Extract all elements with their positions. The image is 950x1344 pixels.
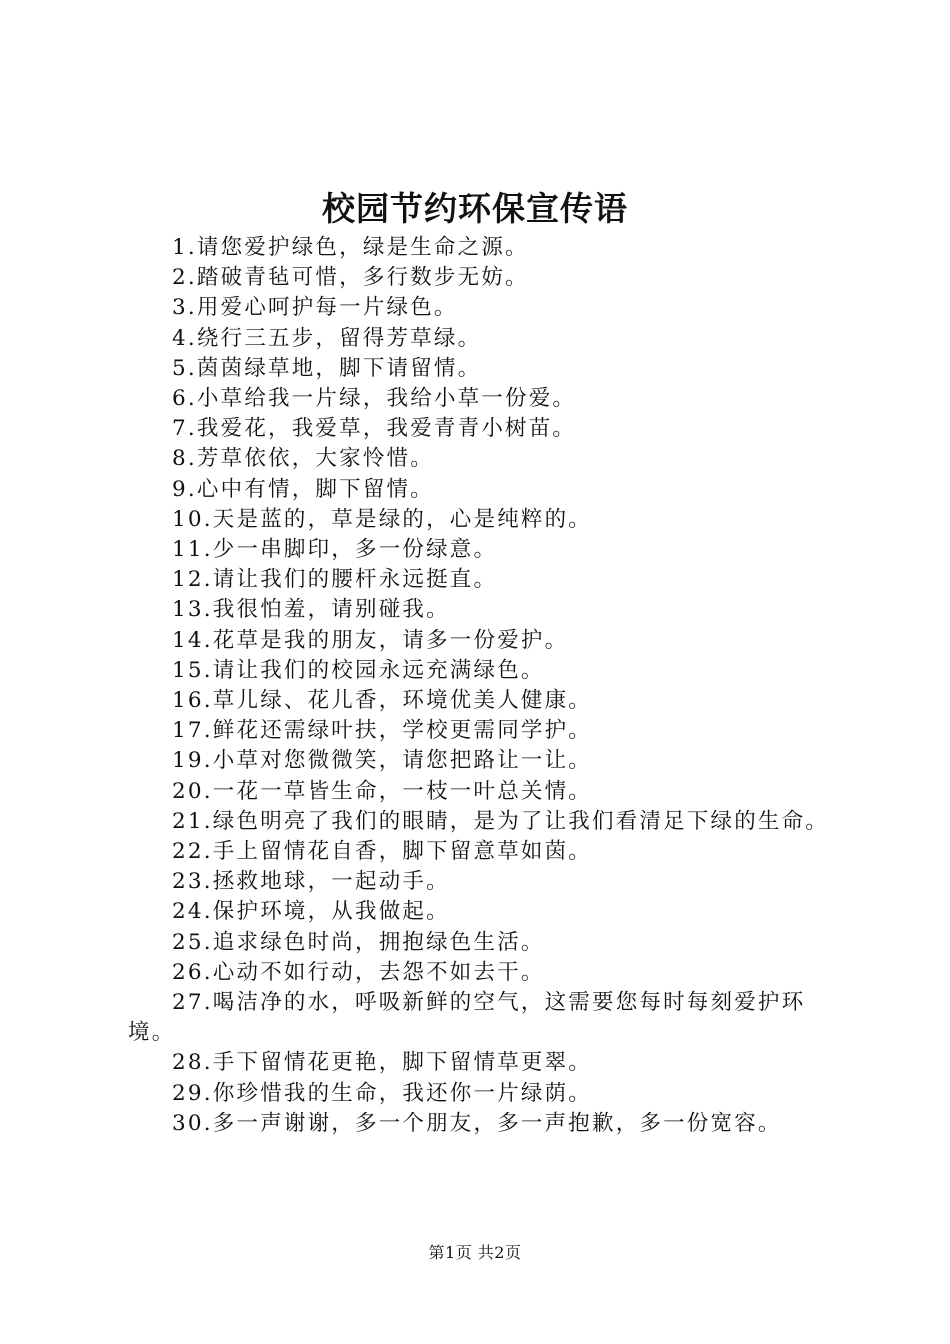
slogan-item: 26.心动不如行动，去怨不如去干。 bbox=[172, 959, 545, 985]
slogan-item: 28.手下留情花更艳，脚下留情草更翠。 bbox=[172, 1050, 592, 1076]
slogan-item: 19.小草对您微微笑，请您把路让一让。 bbox=[172, 748, 592, 774]
slogan-item: 16.草儿绿、花儿香，环境优美人健康。 bbox=[172, 688, 592, 714]
slogan-item: 14.花草是我的朋友，请多一份爱护。 bbox=[172, 627, 569, 653]
slogan-item: 10.天是蓝的，草是绿的，心是纯粹的。 bbox=[172, 506, 592, 532]
slogan-item: 22.手上留情花自香，脚下留意草如茵。 bbox=[172, 839, 592, 865]
page-number-footer: 第1页 共2页 bbox=[428, 1243, 522, 1262]
slogan-item: 9.心中有情，脚下留情。 bbox=[172, 476, 434, 502]
slogan-item: 17.鲜花还需绿叶扶，学校更需同学护。 bbox=[172, 718, 592, 744]
document-title: 校园节约环保宣传语 bbox=[322, 189, 628, 228]
slogan-item: 20.一花一草皆生命，一枝一叶总关情。 bbox=[172, 778, 592, 804]
slogan-item: 12.请让我们的腰杆永远挺直。 bbox=[172, 567, 498, 593]
slogan-item: 30.多一声谢谢，多一个朋友，多一声抱歉，多一份宽容。 bbox=[172, 1110, 782, 1136]
document-body bbox=[128, 233, 838, 1139]
slogan-item: 11.少一串脚印，多一份绿意。 bbox=[172, 537, 498, 563]
slogan-item: 5.茵茵绿草地，脚下请留情。 bbox=[172, 355, 482, 381]
slogan-item: 29.你珍惜我的生命，我还你一片绿荫。 bbox=[172, 1080, 592, 1106]
slogan-item: 21.绿色明亮了我们的眼睛，是为了让我们看清足下绿的生命。 bbox=[172, 808, 829, 834]
slogan-item: 13.我很怕羞，请别碰我。 bbox=[172, 597, 450, 623]
slogan-item: 4.绕行三五步，留得芳草绿。 bbox=[172, 325, 482, 351]
slogan-item: 24.保护环境，从我做起。 bbox=[172, 899, 450, 925]
slogan-item: 15.请让我们的校园永远充满绿色。 bbox=[172, 657, 545, 683]
slogan-item: 6.小草给我一片绿，我给小草一份爱。 bbox=[172, 386, 577, 412]
slogan-item: 27.喝洁净的水，呼吸新鲜的空气，这需要您每时每刻爱护环境。 bbox=[128, 990, 806, 1046]
slogan-item: 25.追求绿色时尚，拥抱绿色生活。 bbox=[172, 929, 545, 955]
slogan-item: 2.踏破青毡可惜，多行数步无妨。 bbox=[172, 265, 529, 291]
slogan-item: 1.请您爱护绿色，绿是生命之源。 bbox=[172, 235, 529, 260]
slogan-item: 23.拯救地球，一起动手。 bbox=[172, 869, 450, 895]
slogan-item: 3.用爱心呵护每一片绿色。 bbox=[172, 295, 458, 321]
slogan-item: 7.我爱花，我爱草，我爱青青小树苗。 bbox=[172, 416, 577, 442]
slogan-item: 8.芳草依依，大家怜惜。 bbox=[172, 446, 434, 472]
